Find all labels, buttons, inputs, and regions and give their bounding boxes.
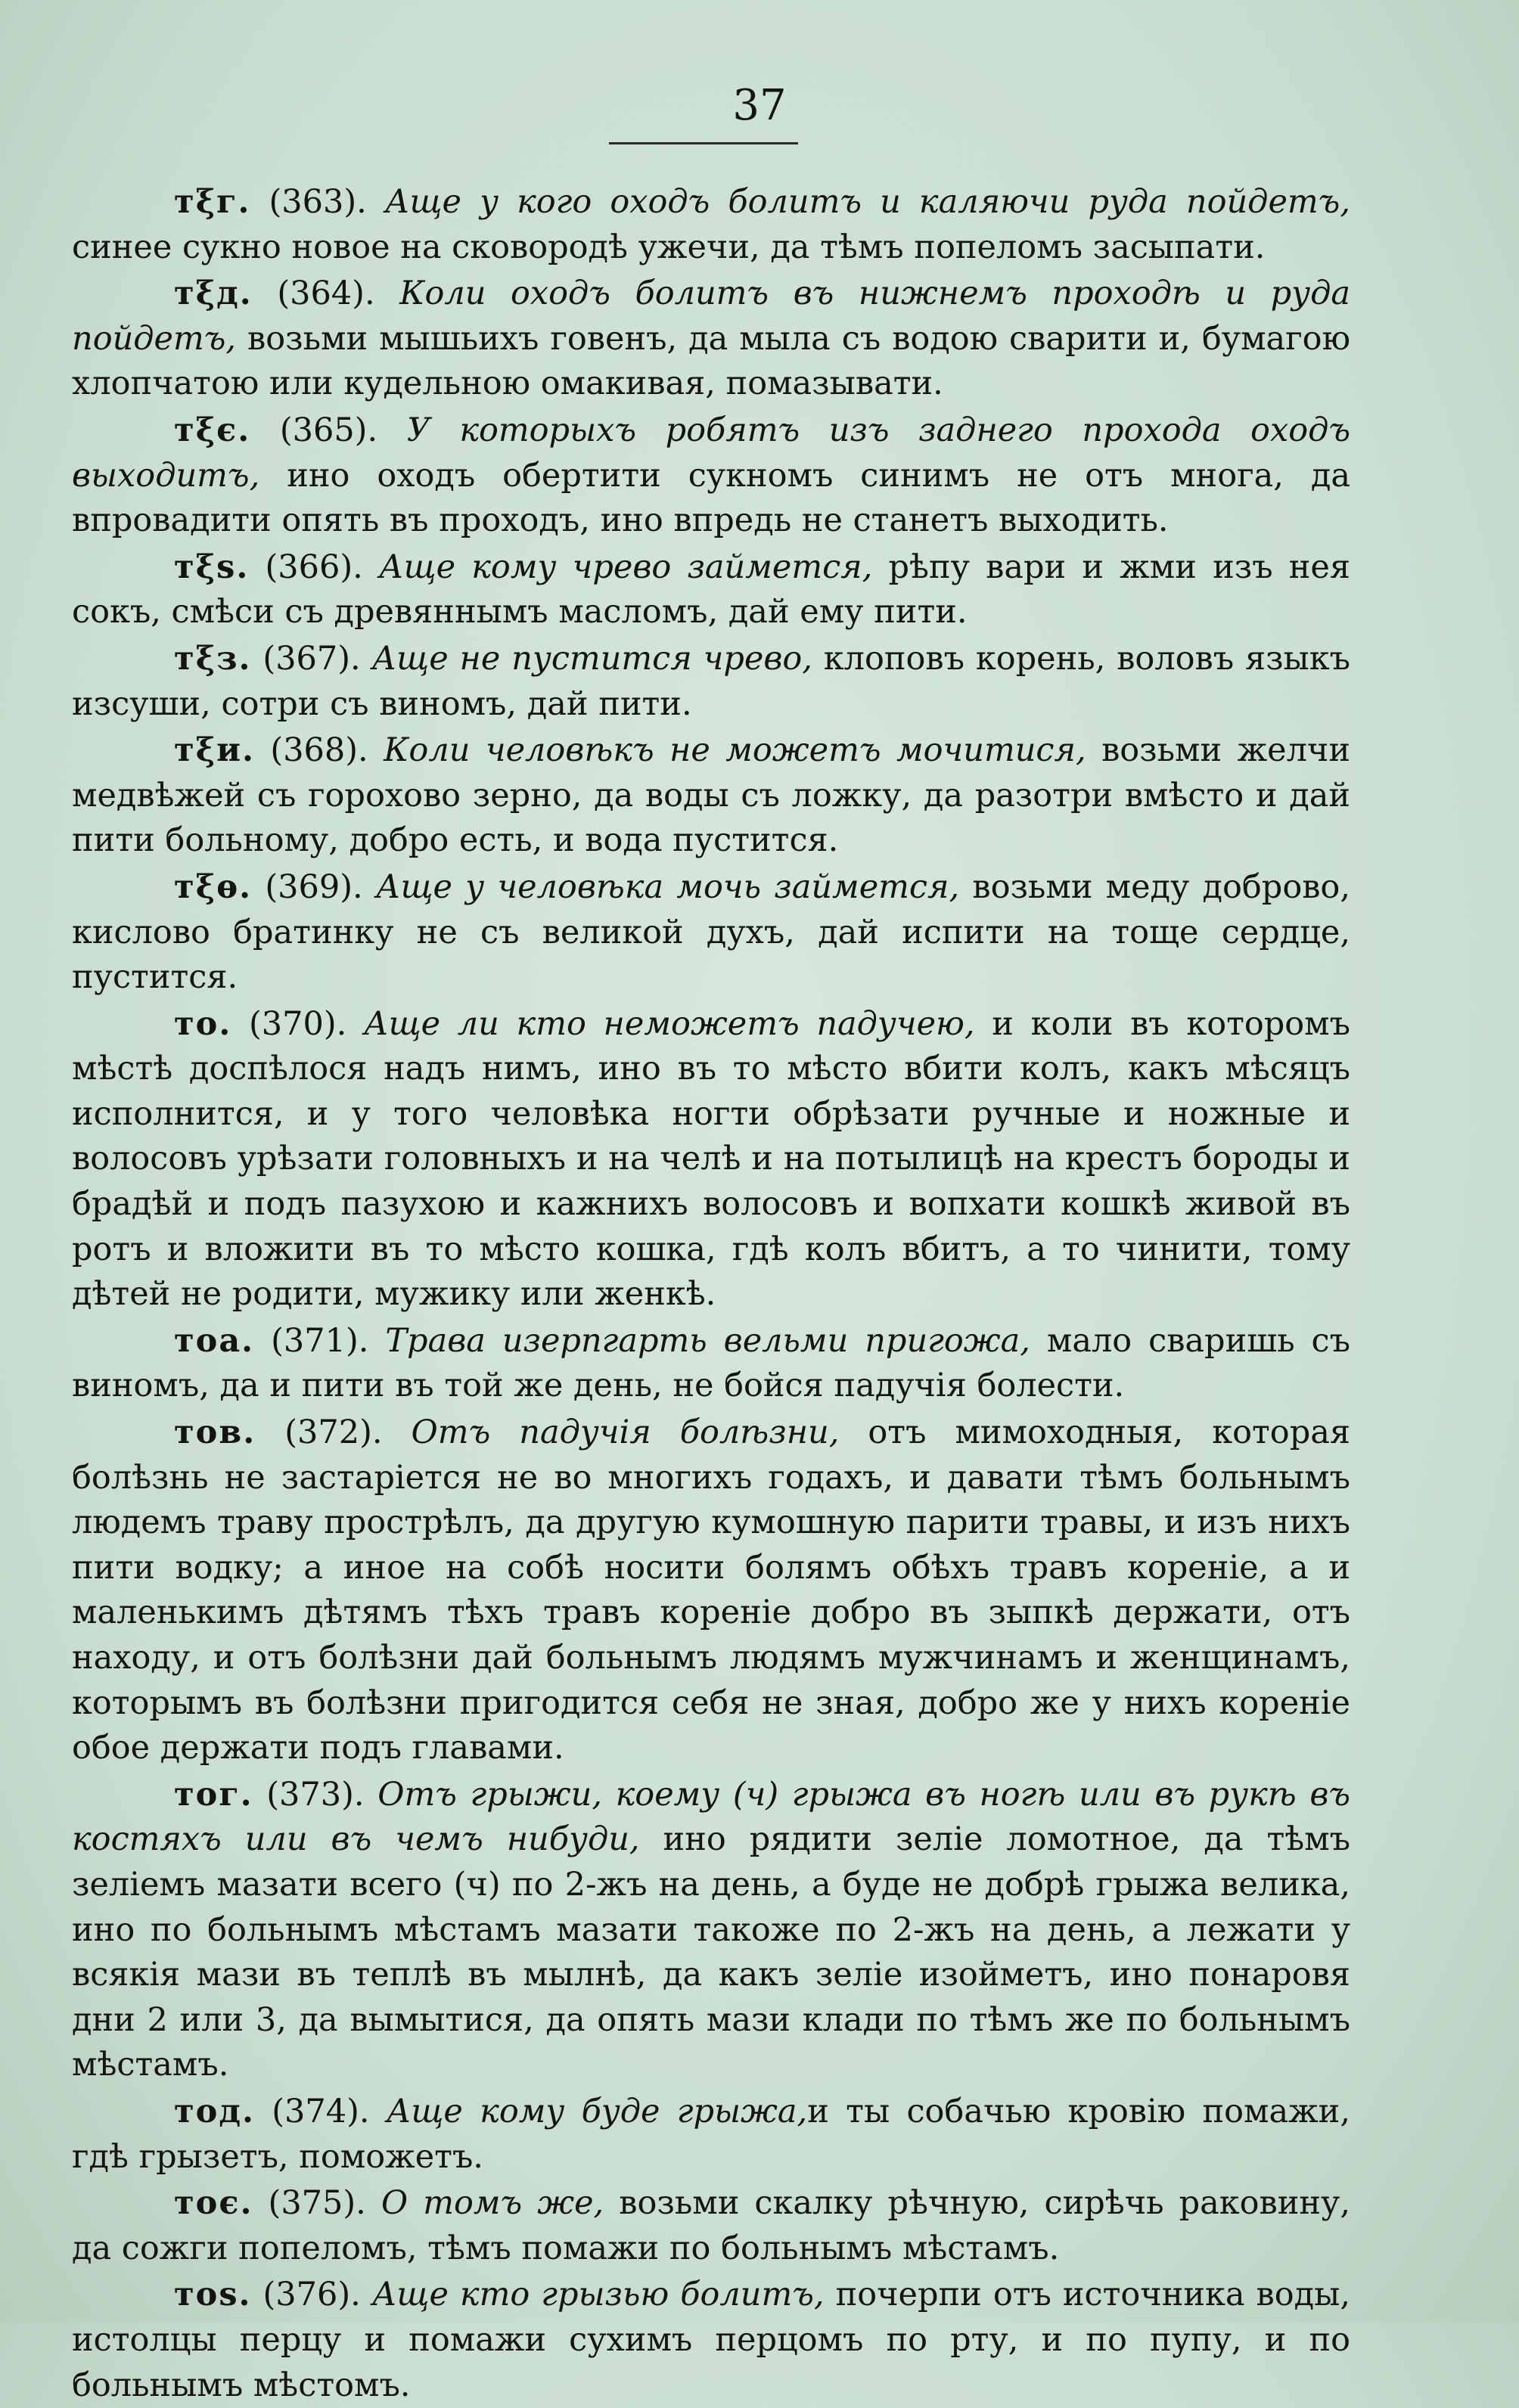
entry-reference: (363). [269, 183, 367, 221]
entry-reference: (374). [272, 2092, 370, 2130]
entry-number: тξѳ. [174, 867, 253, 906]
entry-body: синее сукно новое на сковородѣ ужечи, да тѣмъ попеломъ засыпати. [72, 228, 1266, 266]
entry-paragraph [72, 1002, 1350, 1317]
entry-heading: Аще у кого оходъ болитъ и каляючи руда пойдетъ, [384, 183, 1350, 221]
entry-number: тξд. [174, 275, 253, 313]
entry-paragraph [72, 1410, 1350, 1771]
entry-reference: (364). [277, 275, 375, 313]
entry-body: отъ мимоходныя, которая болѣзнь не застаріется не во многихъ годахъ, и давати тѣмъ больнымъ людемъ траву прострѣлъ, да другую кумошную парити травы, и изъ нихъ пити водку; а иное на собѣ носити болямъ обѣхъ травъ кореніе, а и маленькимъ дѣтямъ тѣхъ травъ кореніе добро въ зыпкѣ держати, отъ находу, и отъ болѣзни дай больнымъ людямъ мужчинамъ и женщинамъ, которымъ въ болѣзни пригодится себя не зная, добро же у нихъ кореніе обое держати подъ главами. [72, 1413, 1350, 1767]
entry-paragraph [72, 545, 1350, 635]
entry-paragraph [72, 272, 1350, 407]
entry-number: тξѕ. [174, 548, 250, 586]
entry-heading: Аще кто грызью болитъ, [371, 2276, 825, 2314]
header-rule [609, 142, 798, 144]
entry-number: тоє. [174, 2184, 253, 2223]
entry-reference: (370). [249, 1004, 347, 1043]
entry-paragraph [72, 728, 1350, 864]
entry-number: тов. [174, 1413, 256, 1452]
entry-body: возьми меду доброво, кислово братинку не съ великой духъ, дай испити на тоще сердце, пустится. [72, 867, 1350, 997]
entry-body: ино оходъ обертити сукномъ синимъ не отъ многа, да впровадити опять въ проходъ, ино впредь не станетъ выходить. [72, 456, 1350, 540]
entry-paragraph [72, 1319, 1350, 1409]
page-text [72, 180, 1350, 2408]
entry-number: тξи. [174, 731, 255, 770]
entry-number: тоа. [174, 1321, 255, 1360]
entry-reference: (367). [262, 639, 361, 678]
entry-heading: Отъ падучія болѣзни, [411, 1413, 840, 1452]
entry-body: и ты собачью кровію помажи, гдѣ грызетъ, поможетъ. [72, 2092, 1350, 2176]
entry-number: тод. [174, 2092, 255, 2130]
entry-heading: Аще кому чрево займется, [379, 548, 873, 586]
entry-heading: Отъ грыжи, коему (ч) грыжа въ ногѣ или въ рукѣ въ костяхъ или въ чемъ нибуди, [72, 1775, 1351, 1859]
entry-heading: Аще кому буде грыжа, [386, 2092, 808, 2130]
entry-heading: О томъ же, [381, 2184, 604, 2223]
entry-paragraph [72, 408, 1350, 544]
entry-reference: (366). [265, 548, 363, 586]
entry-body: и коли въ которомъ мѣстѣ доспѣлося надъ нимъ, ино въ то мѣсто вбити колъ, какъ мѣсяцъ исполнится, и у того человѣка ногти обрѣзати ручные и ножные и волосовъ урѣзати головныхъ и на челѣ и на потылицѣ на крестъ бороды и брадѣй и подъ пазухою и кажнихъ волосовъ и вопхати кошкѣ живой въ ротъ и вложити въ то мѣсто кошка, гдѣ колъ вбитъ, а то чинити, тому дѣтей не родити, мужику или женкѣ. [72, 1004, 1350, 1314]
entry-body: рѣпу вари и жми изъ нея сокъ, смѣси съ древяннымъ масломъ, дай ему пити. [72, 548, 1350, 631]
entry-reference: (376). [262, 2276, 361, 2314]
entry-heading: Коли оходъ болитъ въ нижнемъ проходѣ и руда пойдетъ, [72, 275, 1351, 358]
entry-reference: (372). [284, 1413, 383, 1452]
entry-body: возьми мышьихъ говенъ, да мыла съ водою сварити и, бумагою хлопчатою или кудельною омакивая, помазывати. [72, 319, 1350, 403]
entry-number: тог. [174, 1775, 253, 1814]
entry-paragraph [72, 180, 1350, 270]
entry-heading: Трава изерпгарть вельми пригожа, [385, 1321, 1030, 1360]
entry-reference: (368). [270, 731, 368, 770]
entry-reference: (369). [265, 867, 363, 906]
entry-paragraph [72, 2181, 1350, 2271]
entry-paragraph [72, 2273, 1350, 2408]
entry-body: клоповъ корень, воловъ языкъ изсуши, сотри съ виномъ, дай пити. [72, 639, 1351, 723]
entry-paragraph [72, 865, 1350, 1001]
entry-body: возьми желчи медвѣжей съ горохово зерно, да воды съ ложку, да разотри вмѣсто и дай пити больному, добро есть, и вода пустится. [72, 731, 1350, 860]
entry-reference: (365). [279, 411, 378, 449]
entry-heading: Аще не пустится чрево, [371, 639, 812, 678]
entry-paragraph [72, 1773, 1350, 2088]
page-number: 37 [732, 81, 787, 130]
entry-reference: (371). [271, 1321, 369, 1360]
entry-heading: У которыхъ робятъ изъ заднего прохода оходъ выходитъ, [72, 411, 1350, 495]
entry-heading: Аще у человѣка мочь займется, [375, 867, 960, 906]
entry-number: тоѕ. [174, 2276, 252, 2314]
entry-body: почерпи отъ источника воды, истолцы перцу и помажи сухимъ перцомъ по рту, и по пупу, и по больнымъ мѣстомъ. [72, 2276, 1351, 2404]
entry-paragraph [72, 2090, 1350, 2180]
entry-number: тξг. [174, 183, 251, 221]
entry-heading: Коли человѣкъ не можетъ мочитися, [384, 731, 1086, 770]
entry-number: тξє. [174, 411, 251, 449]
entry-heading: Аще ли кто неможетъ падучею, [364, 1004, 975, 1043]
entry-body: возьми скалку рѣчную, сирѣчь раковину, да сожги попеломъ, тѣмъ помажи по больнымъ мѣстамъ. [72, 2184, 1351, 2267]
entry-body: мало сваришь съ виномъ, да и пити въ той же день, не бойся падучія болести. [72, 1321, 1351, 1405]
entry-reference: (375). [268, 2184, 366, 2223]
entry-number: то. [174, 1004, 232, 1043]
entry-reference: (373). [266, 1775, 365, 1814]
entry-paragraph [72, 637, 1350, 727]
entry-body: ино рядити зеліе ломотное, да тѣмъ зеліемъ мазати всего (ч) по 2-жъ на день, а буде не добрѣ грыжа велика, ино по больнымъ мѣстамъ мазати такоже по 2-жъ на день, а лежати у всякія мази въ теплѣ въ мылнѣ, да какъ зеліе изойметъ, ино понаровя дни 2 или 3, да вымытися, да опять мази клади по тѣмъ же по больнымъ мѣстамъ. [72, 1820, 1351, 2084]
entry-number: тξз. [174, 639, 252, 678]
